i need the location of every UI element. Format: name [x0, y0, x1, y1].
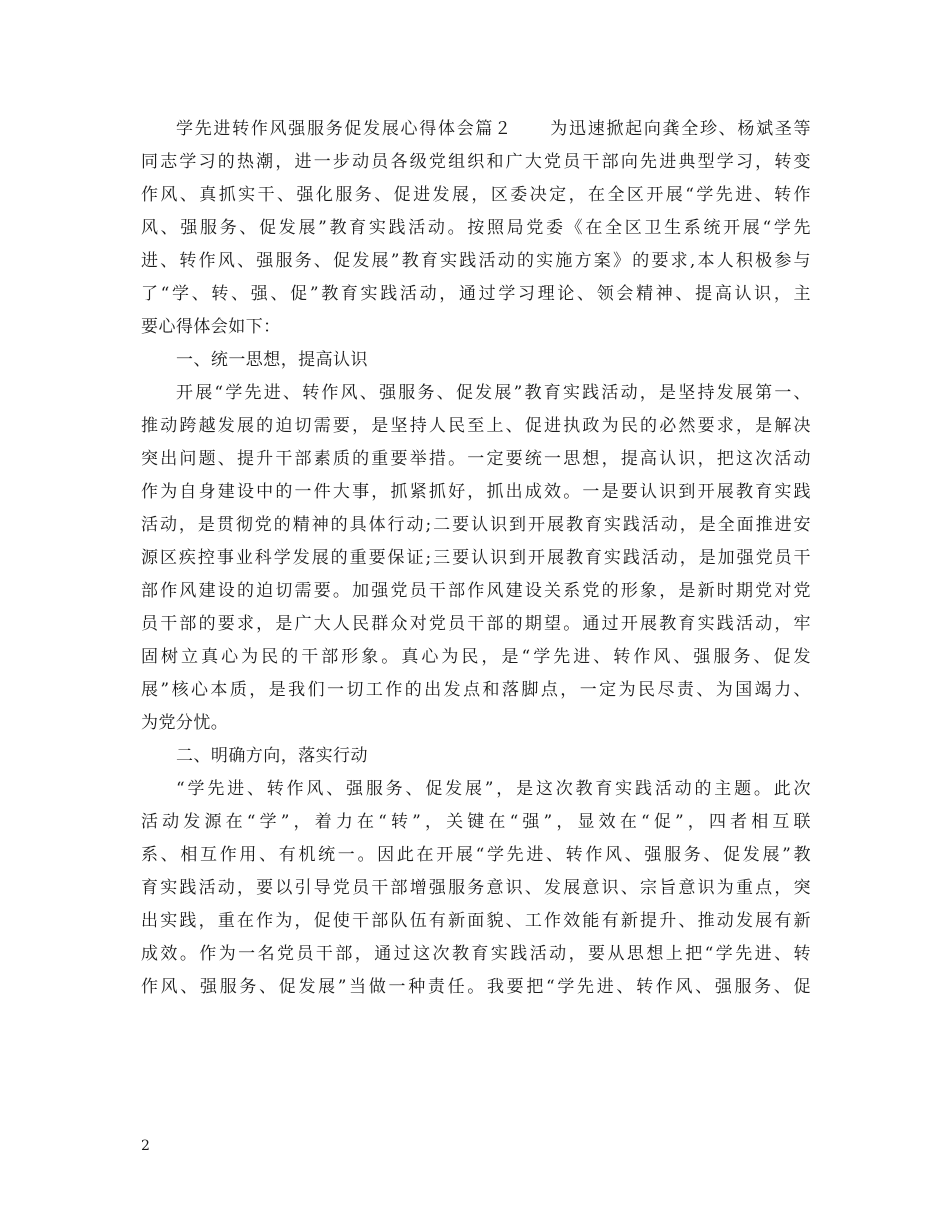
text-line: 作风、真抓实干、强化服务、促进发展，区委决定，在全区开展“学先进、转作 [141, 185, 811, 205]
text-line: 系、相互作用、有机统一。因此在开展“学先进、转作风、强服务、促发展”教 [141, 845, 811, 865]
paragraph [141, 778, 811, 1009]
page-number: 2 [141, 1138, 150, 1154]
section-heading: 二、明确方向，落实行动 [176, 746, 368, 766]
text-line: 展”核心本质，是我们一切工作的出发点和落脚点，一定为民尽责、为国竭力、 [141, 680, 811, 700]
text-line: 推动跨越发展的迫切需要，是坚持人民至上、促进执政为民的必然要求，是解决 [141, 416, 811, 436]
text-line: 作风、强服务、促发展”当做一种责任。我要把“学先进、转作风、强服务、促 [141, 977, 811, 997]
paragraph [141, 118, 811, 349]
text-line: 了“学、转、强、促”教育实践活动，通过学习理论、领会精神、提高认识，主 [141, 284, 811, 304]
text-line: 风、强服务、促发展”教育实践活动。按照局党委《在全区卫生系统开展“学先 [141, 218, 811, 238]
paragraph [141, 382, 811, 745]
text-line: 活动，是贯彻党的精神的具体行动;二要认识到开展教育实践活动，是全面推进安 [141, 515, 811, 535]
text-line: 育实践活动，要以引导党员干部增强服务意识、发展意识、宗旨意识为重点，突 [141, 878, 811, 898]
text-line: 为党分忧。 [141, 713, 229, 733]
section-heading: 一、统一思想，提高认识 [176, 350, 368, 370]
text-line: “学先进、转作风、强服务、促发展”，是这次教育实践活动的主题。此次 [176, 779, 811, 799]
text-line: 突出问题、提升干部素质的重要举措。一定要统一思想，提高认识，把这次活动 [141, 449, 811, 469]
text-line: 学先进转作风强服务促发展心得体会篇２ 为迅速掀起向龚全珍、杨斌圣等 [176, 119, 811, 139]
text-line: 要心得体会如下： [141, 317, 281, 337]
text-line: 出实践，重在作为，促使干部队伍有新面貌、工作效能有新提升、推动发展有新 [141, 911, 811, 931]
document-body [141, 118, 811, 1009]
text-line: 开展“学先进、转作风、强服务、促发展”教育实践活动，是坚持发展第一、 [176, 383, 811, 403]
text-line: 源区疾控事业科学发展的重要保证;三要认识到开展教育实践活动，是加强党员干 [141, 548, 811, 568]
text-line: 部作风建设的迫切需要。加强党员干部作风建设关系党的形象，是新时期党对党 [141, 581, 811, 601]
text-line: 活动发源在“学”，着力在“转”，关键在“强”，显效在“促”，四者相互联 [141, 812, 811, 832]
text-line: 同志学习的热潮，进一步动员各级党组织和广大党员干部向先进典型学习，转变 [141, 152, 811, 172]
text-line: 作为自身建设中的一件大事，抓紧抓好，抓出成效。一是要认识到开展教育实践 [141, 482, 811, 502]
text-line: 成效。作为一名党员干部，通过这次教育实践活动，要从思想上把“学先进、转 [141, 944, 811, 964]
text-line: 固树立真心为民的干部形象。真心为民，是“学先进、转作风、强服务、促发 [141, 647, 811, 667]
text-line: 员干部的要求，是广大人民群众对党员干部的期望。通过开展教育实践活动，牢 [141, 614, 811, 634]
text-line: 进、转作风、强服务、促发展”教育实践活动的实施方案》的要求,本人积极参与 [141, 251, 811, 271]
